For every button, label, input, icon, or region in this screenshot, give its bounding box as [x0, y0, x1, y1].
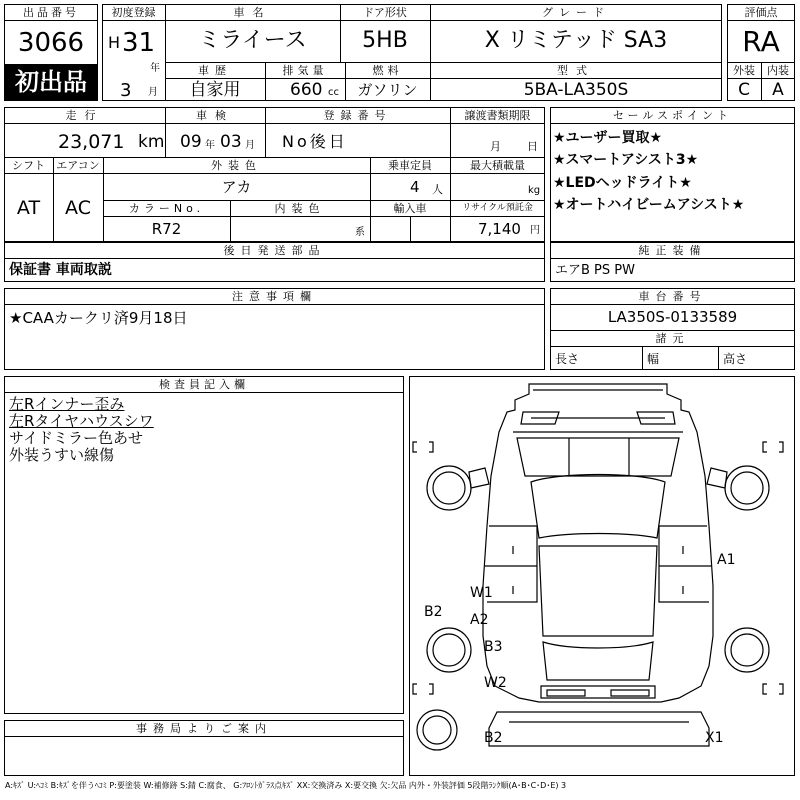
era-letter: H: [108, 33, 121, 52]
plate-number: No後日: [282, 132, 348, 151]
chassis-label: 車台番号: [638, 290, 707, 303]
inspection-label: 車検: [196, 109, 234, 122]
grade-label: グレード: [542, 6, 610, 19]
first-listing-text: 初出品: [15, 68, 87, 96]
inspector-line: 左Rインナー歪み: [9, 395, 125, 413]
damage-mark-a2: A2: [470, 612, 489, 628]
score-label: 評価点: [744, 6, 778, 19]
import-label: 輸入車: [393, 202, 427, 215]
car-name: ミライース: [198, 28, 307, 53]
inspection-year-unit: 年: [205, 140, 215, 151]
history: 自家用: [189, 80, 241, 100]
chassis-number: LA350S-0133589: [607, 308, 738, 326]
car-name-label: 車名: [233, 6, 272, 19]
length-label: 長さ: [555, 352, 580, 366]
interior-color-unit: 系: [355, 227, 365, 238]
inspector-label: 検査員記入欄: [159, 378, 249, 391]
height-label: 高さ: [723, 352, 748, 366]
exterior-label: 外装: [733, 64, 755, 77]
damage-mark-b2-bottom: B2: [484, 730, 503, 746]
width-label: 幅: [647, 352, 660, 366]
notes-text: ★CAAカークリ済9月18日: [9, 309, 188, 327]
shift: AT: [16, 197, 41, 219]
registration-year: 31: [122, 28, 156, 58]
notes-label: 注意事項欄: [232, 290, 317, 303]
inspection-month: 03: [220, 132, 242, 152]
capacity: 4: [410, 178, 420, 196]
exterior-grade: C: [738, 80, 750, 100]
exterior-color-label: 外装色: [211, 159, 262, 172]
sales-point-item: ★ユーザー買取★: [553, 130, 663, 146]
air-conditioner: AC: [65, 197, 91, 219]
damage-mark-b2-left: B2: [424, 604, 443, 620]
recycle-fee-label: リサイクル預託金: [462, 203, 533, 213]
lot-number: 3066: [17, 28, 85, 58]
interior-color-label: 内装色: [274, 202, 326, 215]
overall-score: RA: [742, 25, 780, 58]
vehicle-details-box: [4, 107, 545, 242]
inspector-line: 外装うすい線傷: [9, 446, 115, 464]
mileage: 23,071: [58, 131, 125, 153]
load-unit: kg: [528, 185, 541, 196]
mileage-label: 走行: [65, 109, 104, 122]
damage-mark-x1: X1: [705, 730, 724, 746]
plate-label: 登録番号: [323, 109, 392, 122]
history-label: 車歴: [198, 64, 232, 77]
model-label: 型式: [557, 64, 595, 77]
door-type: 5HB: [362, 28, 408, 53]
transfer-month-unit: 月: [490, 140, 501, 153]
ac-label: エアコン: [56, 159, 100, 172]
damage-mark-a1: A1: [717, 552, 736, 568]
inspector-line: サイドミラー色あせ: [9, 429, 143, 447]
inspection-year: 09: [180, 132, 202, 152]
sales-point-item: ★LEDヘッドライト★: [553, 175, 692, 191]
shift-label: シフト: [12, 159, 45, 172]
grade: X リミテッド SA3: [484, 28, 668, 53]
capacity-label: 乗車定員: [388, 159, 432, 172]
interior-grade: A: [772, 80, 784, 100]
fuel-label: 燃料: [372, 64, 403, 77]
registration-month: 3: [120, 80, 132, 101]
lot-number-label: 出品番号: [23, 6, 79, 19]
year-unit: 年: [150, 63, 160, 74]
damage-mark-w1: W1: [470, 585, 493, 601]
month-unit: 月: [148, 87, 158, 98]
exterior-color: アカ: [221, 178, 252, 196]
displacement-label: 排気量: [282, 64, 328, 77]
recycle-fee-unit: 円: [530, 225, 540, 236]
sales-points-label: セールスポイント: [612, 109, 732, 122]
mileage-unit: km: [138, 132, 165, 152]
later-parts-label: 後日発送部品: [223, 244, 326, 257]
sales-point-item: ★スマートアシスト3★: [553, 152, 699, 168]
model-code: 5BA-LA350S: [523, 80, 629, 100]
damage-mark-b3: B3: [484, 639, 503, 655]
damage-mark-w2: W2: [484, 675, 507, 691]
color-number-label: カラーNo.: [128, 202, 205, 215]
color-number: R72: [151, 220, 182, 238]
genuine-equipment-label: 純正装備: [638, 244, 707, 257]
displacement-unit: cc: [328, 87, 339, 98]
dimensions-label: 諸元: [655, 332, 690, 345]
genuine-equipment-text: エアB PS PW: [555, 263, 635, 278]
damage-legend: A:ｷｽﾞ U:ﾍｺﾐ B:ｷｽﾞを伴うﾍｺﾐ P:要塗装 W:補修跡 S:錆 C:腐食、 G:ﾌﾛﾝﾄｶﾞﾗｽ点ｷｽﾞ XX:交換済み X:要交換 欠:欠品 内外・外装評価 5段階ﾗﾝｸ順(A･B･C･D･E) 3: [5, 781, 567, 790]
inspector-line: 左Rタイヤハウスシワ: [9, 412, 154, 430]
office-label: 事務局よりご案内: [136, 722, 272, 735]
door-label: ドア形状: [363, 6, 407, 19]
recycle-fee: 7,140: [478, 220, 521, 238]
capacity-unit: 人: [432, 183, 443, 196]
car-body-diagram: [409, 376, 795, 776]
transfer-deadline-label: 譲渡書類期限: [464, 109, 531, 122]
max-load-label: 最大積載量: [470, 159, 525, 172]
inspection-month-unit: 月: [245, 140, 255, 151]
later-parts-text: 保証書 車両取説: [9, 262, 112, 278]
fuel: ガソリン: [357, 81, 418, 99]
sales-point-item: ★オートハイビームアシスト★: [553, 197, 745, 213]
first-registration-label: 初度登録: [111, 6, 156, 19]
interior-label: 内装: [767, 64, 789, 77]
displacement: 660: [290, 80, 323, 100]
transfer-day-unit: 日: [527, 140, 538, 153]
